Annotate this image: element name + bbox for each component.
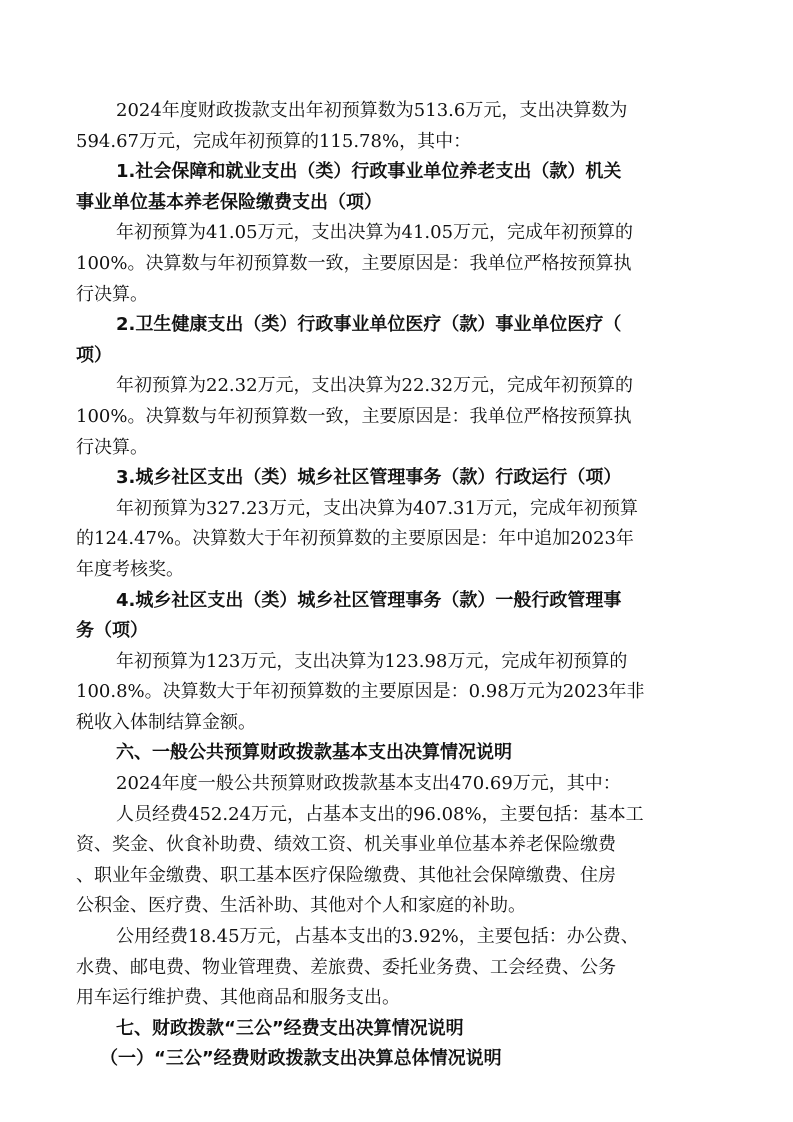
document-page [76, 96, 716, 1075]
paragraph-line: 税收入体制结算金额。 [76, 711, 256, 733]
paragraph-line: 行决算。 [76, 436, 148, 458]
paragraph-line: 年初预算为41.05万元，支出决算为41.05万元，完成年初预算的 [116, 222, 634, 244]
paragraph-line: 100.8%。决算数大于年初预算数的主要原因是：0.98万元为2023年非 [76, 681, 645, 703]
paragraph-line: 年度考核奖。 [76, 558, 184, 580]
item-heading: 3.城乡社区支出（类）城乡社区管理事务（款）行政运行（项） [116, 467, 622, 489]
item-heading: 项） [76, 344, 112, 366]
item-heading: 务（项） [76, 620, 148, 642]
item-heading: 2.卫生健康支出（类）行政事业单位医疗（款）事业单位医疗（ [116, 314, 622, 336]
paragraph-line: 594.67万元，完成年初预算的115.78%，其中： [76, 130, 472, 152]
section-heading: 六、一般公共预算财政拨款基本支出决算情况说明 [116, 742, 512, 764]
paragraph-line: 年初预算为22.32万元，支出决算为22.32万元，完成年初预算的 [116, 375, 634, 397]
subsection-heading: （一）“三公”经费财政拨款支出决算总体情况说明 [100, 1048, 502, 1070]
paragraph-line: 公积金、医疗费、生活补助、其他对个人和家庭的补助。 [76, 895, 526, 917]
paragraph-line: 100%。决算数与年初预算数一致，主要原因是：我单位严格按预算执 [76, 405, 632, 427]
paragraph-line: 2024年度一般公共预算财政拨款基本支出470.69万元，其中： [116, 773, 621, 795]
paragraph-line: 人员经费452.24万元，占基本支出的96.08%，主要包括：基本工 [116, 803, 644, 825]
paragraph-line: 公用经费18.45万元，占基本支出的3.92%，主要包括：办公费、 [116, 926, 639, 948]
item-heading: 4.城乡社区支出（类）城乡社区管理事务（款）一般行政管理事 [116, 589, 622, 611]
paragraph-line: 2024年度财政拨款支出年初预算数为513.6万元，支出决算数为 [116, 100, 628, 121]
paragraph-line: 年初预算为327.23万元，支出决算为407.31万元，完成年初预算 [116, 497, 638, 519]
paragraph-line: 100%。决算数与年初预算数一致，主要原因是：我单位严格按预算执 [76, 252, 632, 274]
paragraph-line: 资、奖金、伙食补助费、绩效工资、机关事业单位基本养老保险缴费 [76, 834, 616, 856]
paragraph-line: 用车运行维护费、其他商品和服务支出。 [76, 987, 400, 1009]
paragraph-line: 水费、邮电费、物业管理费、差旅费、委托业务费、工会经费、公务 [76, 956, 616, 978]
item-heading: 1.社会保障和就业支出（类）行政事业单位养老支出（款）机关 [116, 161, 622, 183]
section-heading: 七、财政拨款“三公”经费支出决算情况说明 [116, 1017, 464, 1039]
paragraph-line: 年初预算为123万元，支出决算为123.98万元，完成年初预算的 [116, 650, 628, 672]
paragraph-line: 行决算。 [76, 283, 148, 305]
item-heading: 事业单位基本养老保险缴费支出（项） [76, 191, 382, 213]
paragraph-line: 的124.47%。决算数大于年初预算数的主要原因是：年中追加2023年 [76, 528, 634, 550]
paragraph-line: 、职业年金缴费、职工基本医疗保险缴费、其他社会保障缴费、住房 [76, 864, 616, 886]
